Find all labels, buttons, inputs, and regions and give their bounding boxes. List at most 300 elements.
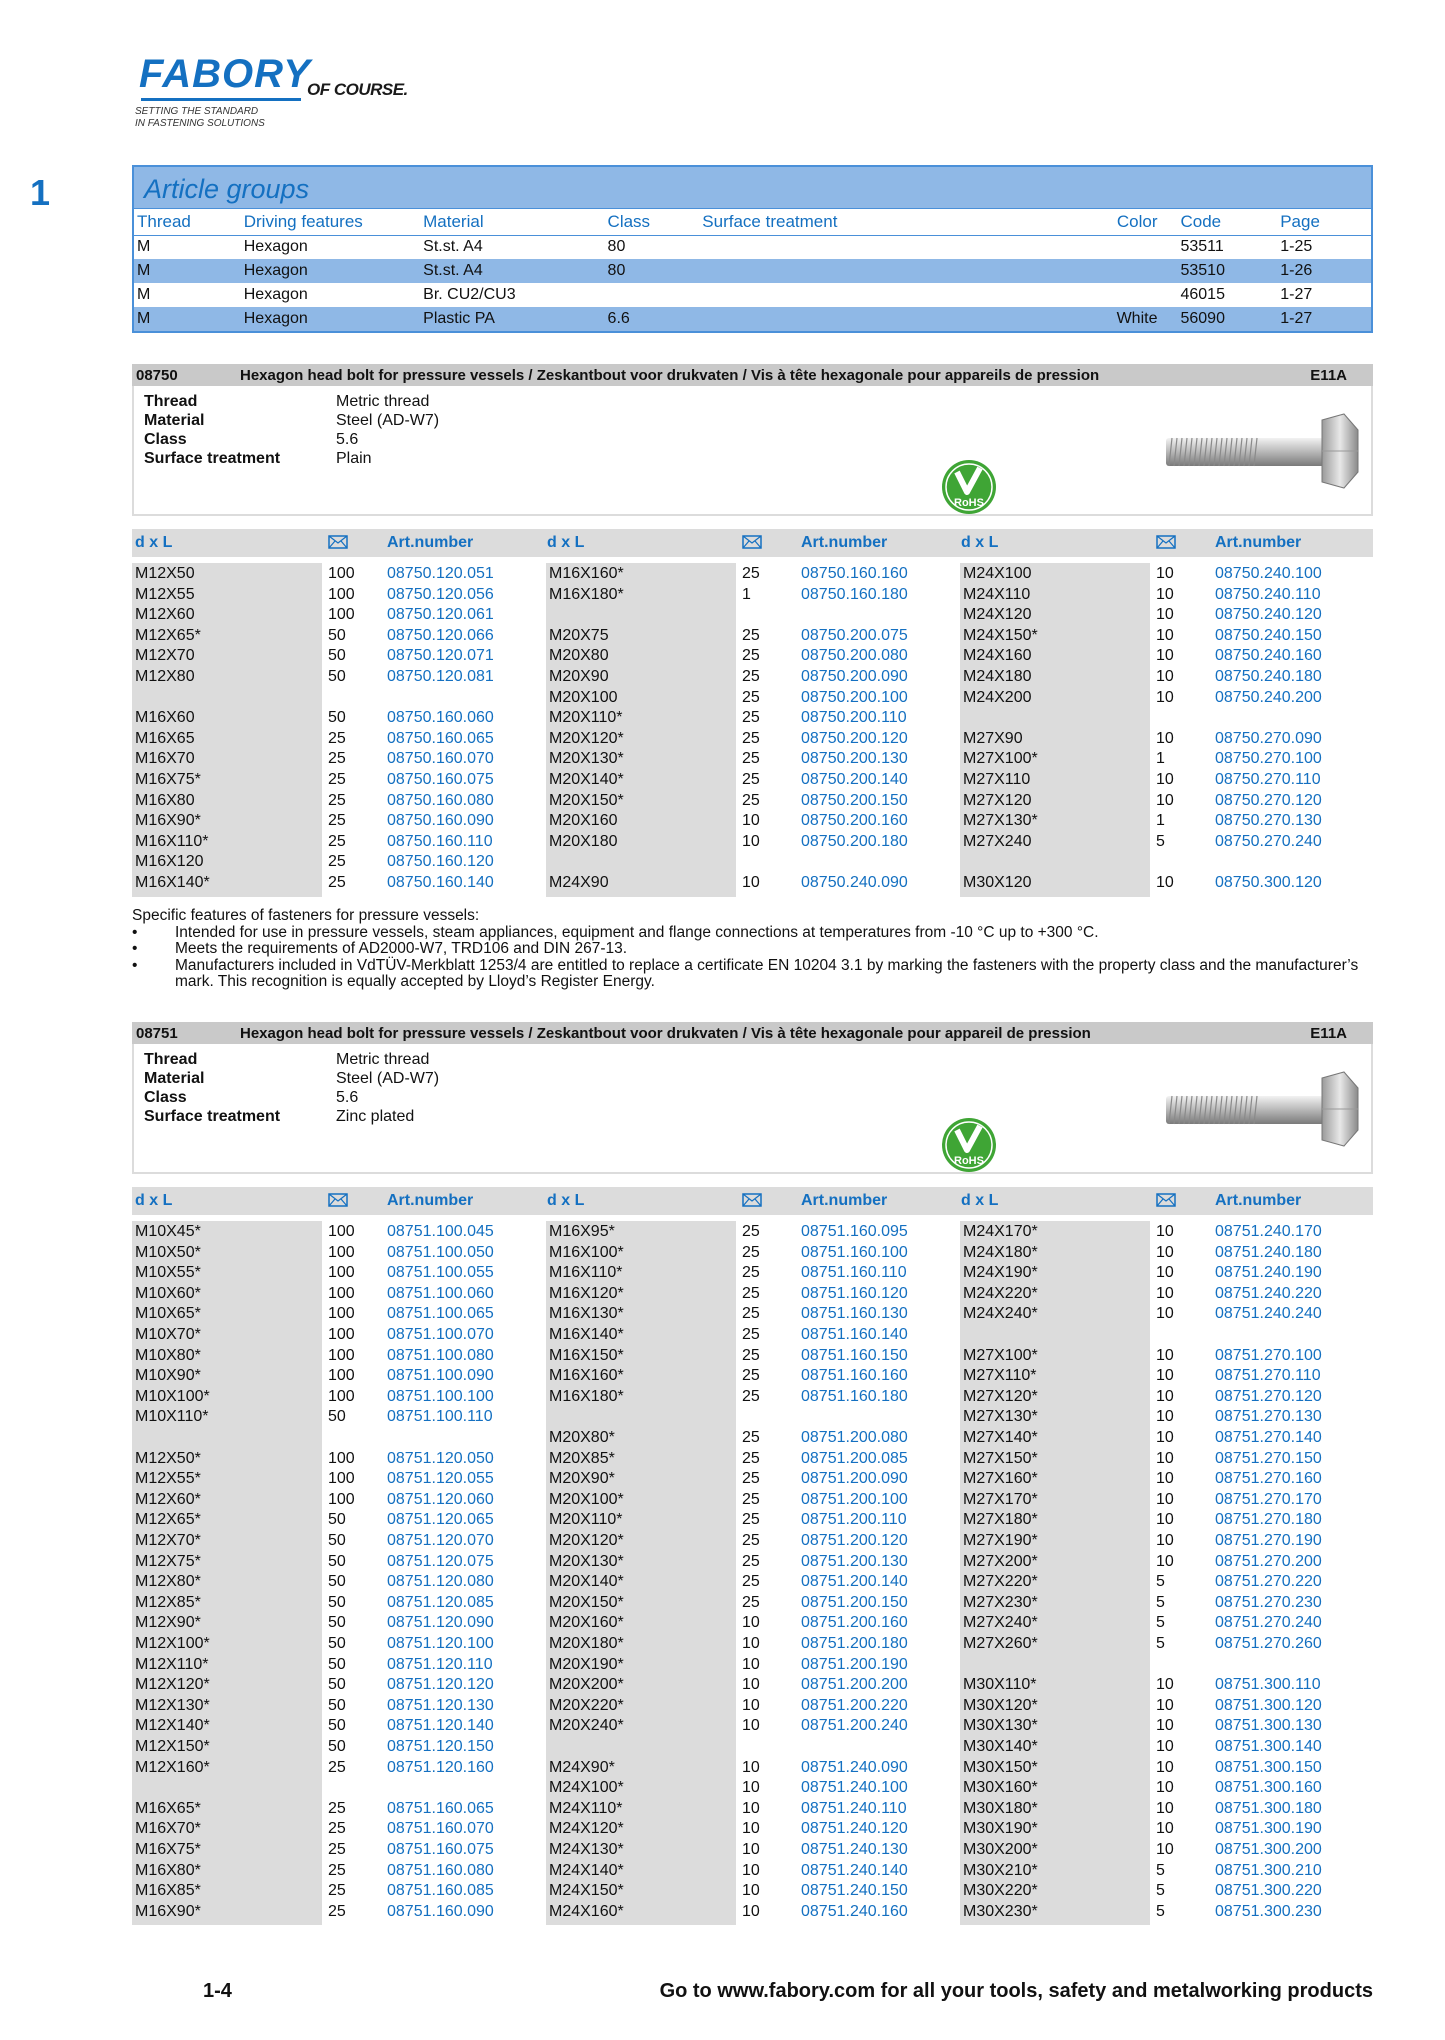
- size-cell: M24X130*: [549, 1841, 624, 1858]
- article-number-cell[interactable]: 08751.160.100: [801, 1243, 908, 1261]
- pack-qty-cell: 100: [328, 565, 355, 582]
- size-cell: M24X220*: [963, 1284, 1038, 1302]
- article-number-cell[interactable]: 08751.120.140: [387, 1717, 494, 1735]
- pack-qty-cell: 25: [328, 1861, 346, 1879]
- size-cell: M20X100*: [549, 1490, 624, 1508]
- article-number-cell[interactable]: 08751.120.050: [387, 1449, 494, 1467]
- article-number-cell[interactable]: 08750.160.075: [387, 771, 494, 788]
- size-cell: M10X65*: [135, 1305, 201, 1323]
- pack-qty-cell: 10: [1156, 1387, 1174, 1405]
- size-cell: M12X160*: [135, 1758, 210, 1776]
- logo-tagline-1: SETTING THE STANDARD: [135, 106, 259, 117]
- article-number-cell[interactable]: 08750.200.130: [801, 750, 908, 768]
- article-number-cell[interactable]: 08750.160.080: [387, 791, 494, 809]
- article-number-cell[interactable]: 08751.270.260: [1215, 1635, 1322, 1652]
- article-number-cell[interactable]: 08751.120.090: [387, 1614, 494, 1632]
- article-number-cell[interactable]: 08751.100.045: [387, 1223, 494, 1240]
- col-header-material: Material: [420, 209, 604, 235]
- article-group-row: [134, 259, 1371, 283]
- pack-qty-cell: 25: [328, 832, 346, 850]
- pack-qty-cell: 100: [328, 1223, 355, 1240]
- article-group-cell: Hexagon: [241, 307, 420, 331]
- pack-qty-cell: 5: [1156, 832, 1165, 850]
- size-cell: M16X75*: [135, 1841, 201, 1858]
- article-number-cell[interactable]: 08751.100.100: [387, 1387, 494, 1405]
- article-number-cell[interactable]: 08750.200.090: [801, 668, 908, 685]
- pack-qty-cell: 25: [742, 1264, 760, 1282]
- pack-qty-cell: 1: [1156, 750, 1165, 768]
- pack-qty-cell: 25: [742, 668, 760, 685]
- article-number-cell[interactable]: 08750.120.051: [387, 565, 494, 582]
- article-number-cell[interactable]: 08750.270.100: [1215, 750, 1322, 768]
- size-cell: M20X85*: [549, 1449, 615, 1467]
- hex-bolt-icon: [1162, 1068, 1362, 1148]
- article-number-cell[interactable]: 08751.270.150: [1215, 1449, 1322, 1467]
- article-group-cell: [605, 283, 700, 307]
- article-number-cell[interactable]: 08751.270.180: [1215, 1511, 1322, 1529]
- spec-label-surface: Surface treatment: [144, 450, 281, 467]
- article-number-cell[interactable]: 08751.200.180: [801, 1635, 908, 1652]
- article-number-cell[interactable]: 08751.300.180: [1215, 1799, 1322, 1817]
- pack-qty-cell: 25: [742, 750, 760, 768]
- pack-qty-cell: 25: [328, 1758, 346, 1776]
- article-table-header: [132, 1187, 1373, 1215]
- article-number-cell[interactable]: 08751.120.065: [387, 1511, 494, 1529]
- article-number-cell[interactable]: 08751.270.190: [1215, 1532, 1322, 1549]
- article-number-cell[interactable]: 08751.240.160: [801, 1902, 908, 1920]
- article-number-cell[interactable]: 08751.240.100: [801, 1779, 908, 1797]
- article-group-cell: M: [134, 259, 241, 283]
- article-number-cell[interactable]: 08751.100.110: [387, 1408, 493, 1426]
- col-header-surface: Surface treatment: [699, 209, 1082, 235]
- size-cell: M12X130*: [135, 1696, 210, 1714]
- size-cell: M30X230*: [963, 1902, 1038, 1920]
- article-number-cell[interactable]: 08751.300.150: [1215, 1758, 1322, 1776]
- logo-suffix: OF COURSE.: [307, 80, 408, 99]
- pack-qty-cell: 5: [1156, 1614, 1165, 1632]
- article-number-cell[interactable]: 08750.240.090: [801, 874, 908, 891]
- pack-qty-cell: 50: [328, 1593, 346, 1611]
- article-number-cell[interactable]: 08750.300.120: [1215, 874, 1322, 891]
- article-number-cell[interactable]: 08751.300.140: [1215, 1738, 1322, 1755]
- article-number-cell[interactable]: 08751.120.075: [387, 1552, 494, 1570]
- article-number-cell[interactable]: 08750.160.140: [387, 874, 494, 891]
- size-cell: M10X80*: [135, 1346, 201, 1364]
- article-number-cell[interactable]: 08751.270.160: [1215, 1470, 1322, 1488]
- article-group-cell: [1083, 235, 1178, 259]
- article-number-cell[interactable]: 08751.270.130: [1215, 1408, 1322, 1426]
- article-number-cell[interactable]: 08751.120.085: [387, 1593, 494, 1611]
- article-group-cell: M: [134, 307, 241, 331]
- size-cell: M10X90*: [135, 1367, 201, 1385]
- article-number-cell[interactable]: 08750.200.180: [801, 832, 908, 850]
- article-number-cell[interactable]: 08750.160.060: [387, 709, 494, 727]
- article-number-cell[interactable]: 08750.200.100: [801, 688, 908, 706]
- pack-qty-cell: 10: [1156, 1676, 1174, 1694]
- article-number-cell[interactable]: 08751.120.070: [387, 1532, 494, 1549]
- size-cell: M27X140*: [963, 1429, 1038, 1446]
- article-number-cell[interactable]: 08751.100.050: [387, 1243, 494, 1261]
- article-number-cell[interactable]: 08750.270.110: [1215, 771, 1321, 788]
- article-number-cell[interactable]: 08751.240.120: [801, 1820, 908, 1838]
- article-number-cell[interactable]: 08751.300.110: [1215, 1676, 1321, 1694]
- size-cell: M16X180*: [549, 1387, 624, 1405]
- envelope-icon: [1156, 1193, 1176, 1207]
- article-number-cell[interactable]: 08750.120.071: [387, 647, 494, 665]
- col-header-art: Art.number: [801, 534, 888, 551]
- pack-qty-cell: 10: [1156, 1799, 1174, 1817]
- pack-qty-cell: 10: [742, 1882, 760, 1900]
- article-number-cell[interactable]: 08751.160.090: [387, 1902, 494, 1920]
- note-bullet: •: [132, 956, 138, 974]
- pack-qty-cell: 5: [1156, 1882, 1165, 1900]
- article-group-row: [134, 283, 1371, 307]
- spec-label-surface: Surface treatment: [144, 1108, 281, 1125]
- article-group-cell: [699, 235, 1082, 259]
- article-number-cell[interactable]: 08750.200.140: [801, 771, 908, 788]
- article-number-cell[interactable]: 08751.200.120: [801, 1532, 908, 1549]
- logo-wordmark: FABORY: [139, 52, 311, 96]
- article-number-cell[interactable]: 08750.200.120: [801, 729, 908, 747]
- envelope-icon: [742, 535, 762, 549]
- pack-qty-cell: 10: [1156, 606, 1174, 624]
- size-cell: M20X180*: [549, 1635, 624, 1652]
- pack-qty-cell: 25: [328, 874, 346, 891]
- size-cell: M16X70*: [135, 1820, 201, 1838]
- size-cell: M12X75*: [135, 1552, 201, 1570]
- article-number-cell[interactable]: 08750.200.160: [801, 812, 908, 830]
- article-group-cell: 53510: [1177, 259, 1277, 283]
- chapter-number: 1: [30, 172, 51, 213]
- article-number-cell[interactable]: 08751.270.110: [1215, 1367, 1321, 1385]
- product-header-bar: [132, 364, 1373, 386]
- size-cell: M16X75*: [135, 771, 201, 788]
- article-number-cell[interactable]: 08751.270.120: [1215, 1387, 1322, 1405]
- article-number-cell[interactable]: 08751.300.200: [1215, 1841, 1322, 1858]
- article-number-cell[interactable]: 08751.270.240: [1215, 1614, 1322, 1632]
- envelope-icon: [742, 1193, 762, 1207]
- note-item: [132, 941, 1373, 958]
- article-group-cell: 53511: [1180, 238, 1224, 256]
- pack-qty-cell: 25: [742, 688, 760, 706]
- product-section-08751: [132, 1022, 1373, 1920]
- article-number-cell[interactable]: 08751.120.130: [387, 1696, 494, 1714]
- size-cell: M24X110: [963, 585, 1031, 603]
- pack-qty-cell: 10: [1156, 791, 1174, 809]
- pack-qty-cell: 25: [328, 729, 346, 747]
- article-number-cell[interactable]: 08751.240.180: [1215, 1243, 1322, 1261]
- article-number-cell[interactable]: 08751.120.080: [387, 1573, 494, 1591]
- article-number-cell[interactable]: 08750.240.180: [1215, 668, 1322, 685]
- article-number-cell[interactable]: 08751.120.100: [387, 1635, 494, 1652]
- article-number-cell[interactable]: 08751.120.120: [387, 1676, 494, 1694]
- pack-qty-cell: 50: [328, 1635, 346, 1652]
- spec-labels: [144, 392, 280, 468]
- article-number-cell[interactable]: 08751.270.230: [1215, 1593, 1322, 1611]
- article-number-cell[interactable]: 08751.240.130: [801, 1841, 908, 1858]
- article-groups-panel: [132, 165, 1373, 333]
- spec-label-thread: Thread: [144, 393, 198, 410]
- article-number-cell[interactable]: 08750.270.130: [1215, 812, 1322, 830]
- article-number-cell[interactable]: 08751.120.055: [387, 1470, 494, 1488]
- pack-qty-cell: 10: [1156, 1696, 1174, 1714]
- article-number-cell[interactable]: 08751.100.055: [387, 1264, 494, 1282]
- article-number-cell[interactable]: 08751.160.110: [801, 1264, 907, 1282]
- article-number-cell[interactable]: 08751.200.130: [801, 1552, 908, 1570]
- pack-qty-cell: 10: [1156, 729, 1174, 747]
- article-number-cell[interactable]: 08751.300.120: [1215, 1696, 1322, 1714]
- article-number-cell[interactable]: 08751.300.220: [1215, 1882, 1322, 1900]
- pack-qty-cell: 10: [742, 874, 760, 891]
- size-cell: M24X120: [963, 606, 1032, 624]
- size-cell: M30X190*: [963, 1820, 1038, 1838]
- article-number-cell[interactable]: 08750.160.160: [801, 565, 908, 582]
- article-number-cell[interactable]: 08751.100.080: [387, 1346, 494, 1364]
- article-number-cell[interactable]: 08750.240.150: [1215, 626, 1322, 644]
- article-number-cell[interactable]: 08751.160.065: [387, 1799, 494, 1817]
- logo-underline: [141, 98, 301, 101]
- pack-qty-cell: 25: [742, 1305, 760, 1323]
- size-cell: M24X180: [963, 668, 1032, 685]
- size-cell: M20X220*: [549, 1696, 624, 1714]
- size-cell: M24X90*: [549, 1758, 615, 1776]
- size-cell: M20X110*: [549, 1511, 623, 1529]
- article-number-cell[interactable]: 08751.200.220: [801, 1696, 908, 1714]
- article-number-cell[interactable]: 08751.300.130: [1215, 1717, 1322, 1735]
- article-number-cell[interactable]: 08751.200.200: [801, 1676, 908, 1694]
- article-number-cell[interactable]: 08750.160.120: [387, 853, 494, 871]
- article-number-cell[interactable]: 08751.160.130: [801, 1305, 908, 1323]
- size-cell: M27X200*: [963, 1552, 1038, 1570]
- article-number-cell[interactable]: 08750.240.110: [1215, 585, 1321, 603]
- pack-qty-cell: 10: [1156, 1284, 1174, 1302]
- col-header-color: Color: [1083, 209, 1178, 235]
- article-number-cell[interactable]: 08751.270.200: [1215, 1552, 1322, 1570]
- article-number-cell[interactable]: 08751.120.060: [387, 1490, 494, 1508]
- product-code: 08751: [136, 1025, 178, 1042]
- size-cell: M12X65*: [135, 626, 201, 644]
- article-number-cell[interactable]: 08750.240.100: [1215, 565, 1322, 582]
- col-header-dxl: d x L: [547, 1192, 585, 1209]
- article-number-cell[interactable]: 08751.200.140: [801, 1573, 908, 1591]
- size-cell: M24X180*: [963, 1243, 1038, 1261]
- pack-qty-cell: 10: [742, 812, 760, 830]
- pack-qty-cell: 5: [1156, 1573, 1165, 1591]
- article-number-cell[interactable]: 08750.200.075: [801, 626, 908, 644]
- note-text: Intended for use in pressure vessels, steam appliances, equipment and flange connections at temperatures from -10 °C up to +300 °C.: [175, 923, 1099, 941]
- article-number-cell[interactable]: 08751.160.075: [387, 1841, 494, 1858]
- article-number-cell[interactable]: 08751.200.190: [801, 1655, 908, 1673]
- article-number-cell[interactable]: 08751.160.150: [801, 1346, 908, 1364]
- size-cell: M27X90: [963, 729, 1023, 747]
- pack-qty-cell: 25: [742, 729, 760, 747]
- article-number-cell[interactable]: 08750.270.240: [1215, 832, 1322, 850]
- pack-qty-cell: 25: [742, 1284, 760, 1302]
- article-number-cell[interactable]: 08751.160.180: [801, 1387, 908, 1405]
- article-number-cell[interactable]: 08750.240.120: [1215, 606, 1322, 624]
- pack-qty-cell: 50: [328, 668, 346, 685]
- article-number-cell[interactable]: 08751.240.110: [801, 1799, 907, 1817]
- article-number-cell[interactable]: 08751.300.160: [1215, 1779, 1322, 1797]
- pack-qty-cell: 25: [742, 1552, 760, 1570]
- size-cell: M16X180*: [549, 585, 624, 603]
- size-cell: M16X120: [135, 853, 204, 871]
- article-number-cell[interactable]: 08751.160.080: [387, 1861, 494, 1879]
- article-group-cell: 80: [607, 238, 626, 256]
- pack-qty-cell: 25: [328, 853, 346, 871]
- article-number-cell[interactable]: 08751.100.070: [387, 1326, 494, 1343]
- pack-qty-cell: 10: [1156, 1305, 1174, 1323]
- pressure-vessel-notes: [132, 908, 1373, 991]
- article-group-cell: Hexagon: [243, 238, 308, 256]
- article-group-cell: St.st. A4: [423, 238, 483, 256]
- size-cell: M16X65*: [135, 1799, 201, 1817]
- article-number-cell[interactable]: 08751.200.110: [801, 1511, 907, 1529]
- article-number-cell[interactable]: 08751.270.220: [1215, 1573, 1322, 1591]
- size-cell: M27X150*: [963, 1449, 1038, 1467]
- product-spec-box: [132, 1044, 1373, 1174]
- pack-qty-cell: 10: [742, 1614, 760, 1632]
- size-cell: M20X75: [549, 626, 609, 644]
- size-cell: M12X55: [135, 585, 195, 603]
- article-number-cell[interactable]: 08751.200.090: [801, 1470, 908, 1488]
- article-groups-title: Article groups: [134, 167, 1371, 209]
- article-number-cell[interactable]: 08751.240.240: [1215, 1305, 1322, 1323]
- article-number-cell[interactable]: 08751.120.160: [387, 1758, 494, 1776]
- article-number-cell[interactable]: 08750.160.180: [801, 585, 908, 603]
- size-cell: M20X80: [549, 647, 609, 665]
- spec-label-material: Material: [144, 412, 205, 429]
- article-group-cell: 80: [605, 259, 700, 283]
- article-number-cell[interactable]: 08751.160.140: [801, 1326, 908, 1343]
- envelope-icon: [328, 1193, 348, 1207]
- pack-qty-cell: 25: [742, 1573, 760, 1591]
- pack-qty-cell: 25: [328, 1799, 346, 1817]
- pack-qty-cell: 10: [1156, 626, 1174, 644]
- size-cell: M27X260*: [963, 1635, 1038, 1652]
- article-number-cell[interactable]: 08751.240.150: [801, 1882, 908, 1900]
- article-number-cell[interactable]: 08751.100.090: [387, 1367, 494, 1385]
- pack-qty-cell: 10: [742, 1779, 760, 1797]
- article-number-cell[interactable]: 08751.100.060: [387, 1284, 494, 1302]
- article-number-cell[interactable]: 08751.300.190: [1215, 1820, 1322, 1838]
- size-cell: M10X45*: [135, 1223, 201, 1240]
- envelope-icon: [1156, 535, 1176, 549]
- article-number-cell[interactable]: 08750.160.070: [387, 750, 494, 768]
- article-number-cell[interactable]: 08750.200.150: [801, 791, 908, 809]
- article-number-cell[interactable]: 08751.240.220: [1215, 1284, 1322, 1302]
- article-number-cell[interactable]: 08751.160.070: [387, 1820, 494, 1838]
- pack-qty-cell: 10: [1156, 1841, 1174, 1858]
- article-number-cell[interactable]: 08750.200.110: [801, 709, 907, 727]
- article-number-cell[interactable]: 08750.240.200: [1215, 688, 1322, 706]
- article-number-cell[interactable]: 08751.200.160: [801, 1614, 908, 1632]
- article-group-row: [134, 307, 1371, 331]
- article-number-cell[interactable]: 08751.160.120: [801, 1284, 908, 1302]
- article-number-cell[interactable]: 08750.160.090: [387, 812, 494, 830]
- size-cell: M16X130*: [549, 1305, 624, 1323]
- pack-qty-cell: 100: [328, 1264, 355, 1282]
- article-number-cell[interactable]: 08751.270.100: [1215, 1346, 1322, 1364]
- product-standard: E11A: [1310, 1025, 1347, 1042]
- article-number-cell[interactable]: 08750.160.065: [387, 729, 494, 747]
- article-number-cell[interactable]: 08750.120.081: [387, 668, 494, 685]
- pack-qty-cell: 100: [328, 585, 355, 603]
- article-number-cell[interactable]: 08751.200.240: [801, 1717, 908, 1735]
- article-number-cell[interactable]: 08750.120.061: [387, 606, 494, 624]
- article-number-cell[interactable]: 08750.270.090: [1215, 729, 1322, 747]
- article-number-cell[interactable]: 08751.270.140: [1215, 1429, 1322, 1446]
- col-header-thread: Thread: [134, 209, 241, 235]
- article-number-cell[interactable]: 08751.160.095: [801, 1223, 908, 1240]
- article-number-cell[interactable]: 08751.120.110: [387, 1655, 493, 1673]
- size-cell: M20X100: [549, 688, 618, 706]
- article-number-cell[interactable]: 08751.200.100: [801, 1490, 908, 1508]
- pack-qty-cell: 10: [742, 1696, 760, 1714]
- article-number-cell[interactable]: 08751.240.090: [801, 1758, 908, 1776]
- pack-qty-cell: 10: [742, 1820, 760, 1838]
- size-cell: M24X150*: [549, 1882, 624, 1900]
- size-cell: M24X100*: [549, 1779, 624, 1797]
- pack-qty-cell: 25: [742, 791, 760, 809]
- article-number-cell[interactable]: 08751.270.170: [1215, 1490, 1322, 1508]
- article-group-cell: 1-27: [1280, 286, 1313, 303]
- article-number-cell[interactable]: 08751.100.065: [387, 1305, 494, 1323]
- article-number-cell[interactable]: 08751.240.170: [1215, 1223, 1322, 1240]
- spec-value-material: Steel (AD-W7): [336, 412, 440, 429]
- spec-labels: [144, 1050, 280, 1126]
- pack-qty-cell: 10: [1156, 1243, 1174, 1261]
- article-number-cell[interactable]: 08751.300.230: [1215, 1902, 1322, 1920]
- pack-qty-cell: 50: [328, 1532, 346, 1549]
- pack-qty-cell: 10: [1156, 771, 1174, 788]
- pack-qty-cell: 25: [742, 1326, 760, 1343]
- article-number-cell[interactable]: 08751.240.190: [1215, 1264, 1322, 1282]
- pack-qty-cell: 50: [328, 709, 346, 727]
- article-number-cell[interactable]: 08750.200.080: [801, 647, 908, 665]
- article-number-cell[interactable]: 08750.160.110: [387, 832, 493, 850]
- article-number-cell[interactable]: 08750.240.160: [1215, 647, 1322, 665]
- pack-qty-cell: 10: [1156, 1367, 1174, 1385]
- size-cell: M12X80*: [135, 1573, 201, 1591]
- pack-qty-cell: 100: [328, 1346, 355, 1364]
- article-group-cell: [699, 259, 1082, 283]
- article-number-cell[interactable]: 08751.300.210: [1215, 1861, 1322, 1879]
- pack-qty-cell: 25: [742, 565, 760, 582]
- pack-qty-cell: 5: [1156, 1593, 1165, 1611]
- article-number-cell[interactable]: 08751.200.150: [801, 1593, 908, 1611]
- article-number-cell[interactable]: 08751.160.085: [387, 1882, 494, 1900]
- size-cell: M20X90: [549, 668, 609, 685]
- size-cell: M27X230*: [963, 1593, 1038, 1611]
- article-number-cell[interactable]: 08751.240.140: [801, 1861, 908, 1879]
- pack-qty-cell: 10: [1156, 1490, 1174, 1508]
- article-number-cell[interactable]: 08751.200.085: [801, 1449, 908, 1467]
- spec-value-thread: Metric thread: [336, 393, 430, 410]
- article-number-cell[interactable]: 08750.120.066: [387, 626, 494, 644]
- article-number-cell[interactable]: 08751.200.080: [801, 1429, 908, 1446]
- note-bullet: •: [132, 923, 138, 941]
- pack-qty-cell: 5: [1156, 1635, 1165, 1652]
- size-cell: M24X100: [963, 565, 1032, 582]
- pack-qty-cell: 10: [1156, 688, 1174, 706]
- article-number-cell[interactable]: 08750.120.056: [387, 585, 494, 603]
- pack-qty-cell: 25: [742, 1593, 760, 1611]
- article-group-cell: 1-26: [1277, 259, 1371, 283]
- article-number-cell[interactable]: 08751.120.150: [387, 1738, 494, 1755]
- article-number-cell[interactable]: 08751.160.160: [801, 1367, 908, 1385]
- article-number-cell[interactable]: 08750.270.120: [1215, 791, 1322, 809]
